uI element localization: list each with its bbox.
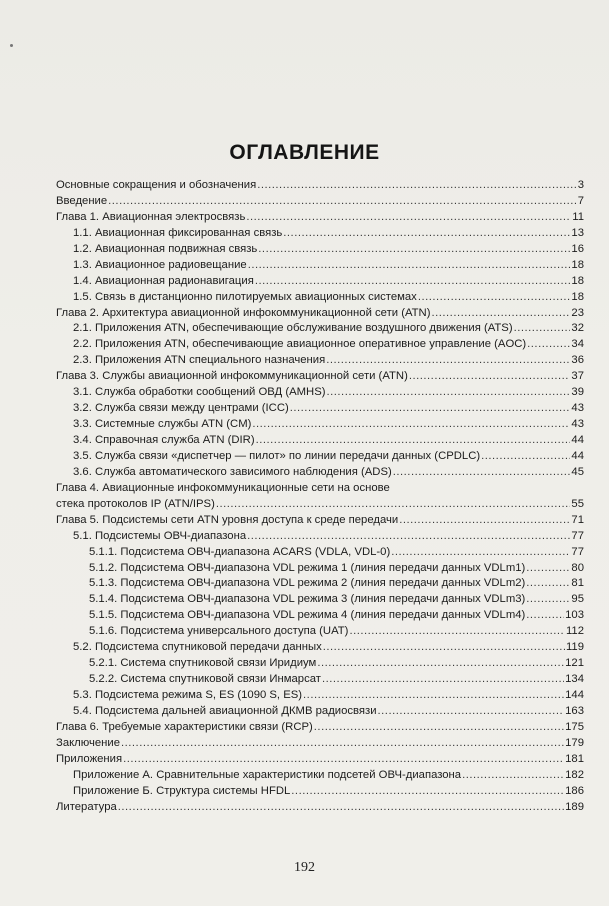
toc-entry-page: 175 [565, 720, 584, 733]
toc-entry-label: Глава 4. Авиационные инфокоммуникационные сети на основе [56, 481, 390, 494]
toc-entry-page: 18 [571, 274, 584, 287]
dot-leader [327, 385, 571, 401]
dot-leader [118, 800, 564, 816]
toc-entry-page: 119 [565, 641, 584, 654]
toc-entry-page: 32 [571, 322, 584, 335]
toc-entry-page: 43 [571, 418, 584, 431]
toc-entry-label: Глава 2. Архитектура авиационной инфокоммуникационной сети (ATN) [56, 306, 431, 319]
toc-entry-page: 13 [571, 226, 584, 239]
dot-leader [247, 529, 570, 545]
dot-leader [378, 704, 565, 720]
table-of-contents [56, 178, 584, 816]
toc-entry-label: Литература [56, 800, 117, 813]
toc-entry-page: 34 [571, 338, 584, 351]
toc-entry-label: 1.4. Авиационная радионавигация [73, 274, 254, 287]
dot-leader [108, 194, 577, 210]
toc-entry [56, 576, 584, 592]
toc-entry [56, 481, 584, 497]
bleed-through-background [40, 40, 600, 125]
toc-entry [56, 274, 584, 290]
dot-leader [291, 784, 564, 800]
toc-entry-label: Основные сокращения и обозначения [56, 179, 257, 191]
toc-entry-label: 5.2. Подсистема спутниковой передачи данных [73, 641, 322, 654]
dot-leader [246, 210, 571, 226]
dot-leader [283, 226, 570, 242]
toc-entry-label: 3.2. Служба связи между центрами (ICC) [73, 402, 289, 415]
dot-leader [121, 736, 564, 752]
dot-leader [252, 417, 570, 433]
dot-leader [290, 401, 571, 417]
toc-entry-label: 3.5. Служба связи «диспетчер — пилот» по линии передачи данных (CPDLC) [73, 449, 481, 462]
dot-leader [462, 768, 564, 784]
dot-leader [526, 561, 570, 577]
toc-entry-label: Приложения [56, 752, 123, 765]
toc-entry [56, 194, 584, 210]
toc-entry [56, 369, 584, 385]
toc-entry-page: 36 [571, 354, 584, 367]
dot-leader [431, 306, 570, 322]
dot-leader [314, 720, 564, 736]
toc-entry-label: 5.1.3. Подсистема ОВЧ-диапазона VDL режима 2 (линия передачи данных VDLm2) [89, 577, 526, 590]
toc-entry [56, 385, 584, 401]
toc-entry-page: 80 [571, 561, 584, 574]
toc-entry-page: 11 [572, 210, 584, 223]
toc-entry [56, 321, 584, 337]
dot-leader [255, 274, 571, 290]
toc-entry-page: 144 [565, 689, 584, 701]
toc-entry [56, 465, 584, 481]
toc-entry-page: 112 [565, 625, 584, 638]
dot-leader [418, 290, 571, 306]
toc-entry [56, 672, 584, 688]
toc-entry [56, 242, 584, 258]
toc-entry-label: 5.1.6. Подсистема универсального доступа (UAT) [89, 625, 349, 638]
page-title: ОГЛАВЛЕНИЕ [229, 141, 380, 164]
toc-entry-page: 16 [571, 242, 584, 255]
toc-entry [56, 417, 584, 433]
dot-leader [391, 545, 570, 561]
dot-leader [526, 592, 570, 608]
dot-leader [256, 433, 571, 449]
toc-entry [56, 624, 584, 640]
toc-entry-label: 5.1. Подсистемы ОВЧ-диапазона [73, 529, 247, 542]
toc-entry-label: 5.4. Подсистема дальней авиационной ДКМВ радиосвязи [73, 704, 377, 717]
toc-entry-label: 5.2.1. Система спутниковой связи Иридиум [89, 657, 317, 670]
toc-entry-page: 77 [571, 545, 584, 558]
dot-leader [326, 353, 570, 369]
toc-entry-page: 18 [571, 258, 584, 271]
dot-leader [317, 656, 564, 672]
toc-entry [56, 337, 584, 353]
toc-entry [56, 178, 584, 194]
dot-leader [526, 576, 570, 592]
margin-mark [10, 44, 13, 47]
toc-entry [56, 529, 584, 545]
toc-entry-page: 44 [571, 434, 584, 446]
toc-entry-label: 2.1. Приложения ATN, обеспечивающие обслуживание воздушного движения (ATS) [73, 322, 513, 335]
toc-entry-label: Глава 1. Авиационная электросвязь [56, 210, 246, 223]
toc-entry-label: 1.2. Авиационная подвижная связь [73, 242, 258, 255]
dot-leader [248, 258, 571, 274]
toc-entry-label: Введение [56, 194, 108, 207]
toc-entry [56, 561, 584, 577]
dot-leader [349, 624, 565, 640]
dot-leader [323, 640, 565, 656]
toc-entry-page: 3 [577, 179, 584, 191]
toc-entry-label: 3.1. Служба обработки сообщений ОВД (AMHS) [73, 386, 326, 399]
toc-entry-label: стека протоколов IP (ATN/IPS) [56, 497, 215, 510]
toc-entry-page: 43 [571, 402, 584, 415]
toc-entry [56, 306, 584, 322]
toc-entry-label: 1.1. Авиационная фиксированная связь [73, 226, 283, 239]
toc-entry-label: Глава 6. Требуемые характеристики связи (RCP) [56, 720, 313, 733]
toc-entry [56, 210, 584, 226]
page-number: 192 [294, 860, 315, 875]
toc-entry-page: 71 [571, 513, 584, 526]
toc-entry-label: 5.3. Подсистема режима S, ES (1090 S, ES) [73, 689, 303, 701]
toc-entry-label: 3.6. Служба автоматического зависимого наблюдения (ADS) [73, 465, 392, 478]
toc-entry-page: 44 [571, 449, 584, 462]
dot-leader [514, 321, 571, 337]
toc-entry [56, 704, 584, 720]
toc-entry-label: 5.2.2. Система спутниковой связи Инмарсат [89, 673, 321, 686]
dot-leader [409, 369, 571, 385]
toc-entry-label: 5.1.1. Подсистема ОВЧ-диапазона ACARS (VDLA, VDL-0) [89, 545, 391, 558]
toc-entry [56, 258, 584, 274]
dot-leader [257, 178, 576, 194]
toc-entry [56, 720, 584, 736]
toc-entry-label: 2.3. Приложения ATN специального назначения [73, 354, 326, 367]
toc-entry [56, 592, 584, 608]
toc-entry-label: Глава 5. Подсистемы сети ATN уровня доступа к среде передачи [56, 513, 399, 526]
dot-leader [393, 465, 571, 481]
toc-entry-label: 5.1.2. Подсистема ОВЧ-диапазона VDL режима 1 (линия передачи данных VDLm1) [89, 561, 526, 574]
toc-entry-label: 5.1.5. Подсистема ОВЧ-диапазона VDL режима 4 (линия передачи данных VDLm4) [89, 609, 526, 622]
toc-entry [56, 497, 584, 513]
toc-entry [56, 800, 584, 816]
toc-entry-label: 2.2. Приложения ATN, обеспечивающие авиационное оперативное управление (AOC) [73, 338, 527, 351]
toc-entry [56, 545, 584, 561]
toc-entry [56, 226, 584, 242]
toc-entry-page: 134 [565, 673, 584, 686]
toc-entry [56, 688, 584, 704]
toc-entry-page: 77 [571, 529, 584, 542]
toc-entry-label: 3.3. Системные службы ATN (CM) [73, 418, 252, 431]
toc-entry [56, 640, 584, 656]
toc-entry [56, 784, 584, 800]
toc-entry-page: 189 [565, 800, 584, 813]
dot-leader [216, 497, 571, 513]
toc-entry [56, 513, 584, 529]
toc-entry [56, 433, 584, 449]
toc-entry-page: 55 [571, 497, 584, 510]
toc-entry-page: 95 [571, 593, 584, 606]
toc-entry-page: 7 [577, 194, 584, 207]
toc-entry [56, 768, 584, 784]
dot-leader [526, 608, 564, 624]
dot-leader [303, 688, 564, 704]
toc-entry [56, 656, 584, 672]
dot-leader [123, 752, 564, 768]
toc-entry-page: 39 [571, 386, 584, 399]
toc-entry [56, 290, 584, 306]
toc-entry [56, 608, 584, 624]
toc-entry-label: 1.5. Связь в дистанционно пилотируемых авиационных системах [73, 290, 417, 303]
dot-leader [527, 337, 570, 353]
toc-entry [56, 401, 584, 417]
dot-leader [322, 672, 564, 688]
toc-entry-page: 163 [565, 704, 584, 717]
toc-entry-page: 181 [565, 752, 584, 765]
dot-leader [399, 513, 570, 529]
toc-entry-page: 81 [571, 577, 584, 590]
toc-entry-page: 182 [565, 768, 584, 781]
toc-entry-page: 18 [571, 290, 584, 303]
toc-entry-label: Приложение Б. Структура системы HFDL [73, 784, 291, 797]
toc-entry-page: 45 [571, 465, 584, 478]
dot-leader [481, 449, 570, 465]
toc-entry-label: 3.4. Справочная служба ATN (DIR) [73, 434, 255, 446]
toc-entry-label: Глава 3. Службы авиационной инфокоммуникационной сети (ATN) [56, 370, 408, 383]
toc-entry-label: Приложение А. Сравнительные характеристики подсетей ОВЧ-диапазона [73, 768, 462, 781]
toc-entry-page: 103 [565, 609, 584, 622]
toc-entry-page: 186 [565, 784, 584, 797]
toc-entry-label: 1.3. Авиационное радиовещание [73, 258, 247, 271]
toc-entry-page: 121 [565, 657, 584, 670]
toc-entry [56, 752, 584, 768]
toc-entry-page: 23 [571, 306, 584, 319]
toc-entry [56, 736, 584, 752]
toc-entry-page: 37 [571, 370, 584, 383]
toc-entry-page: 179 [565, 736, 584, 749]
toc-entry-label: 5.1.4. Подсистема ОВЧ-диапазона VDL режима 3 (линия передачи данных VDLm3) [89, 593, 526, 606]
toc-entry [56, 449, 584, 465]
dot-leader [258, 242, 570, 258]
toc-entry [56, 353, 584, 369]
toc-entry-label: Заключение [56, 736, 120, 749]
